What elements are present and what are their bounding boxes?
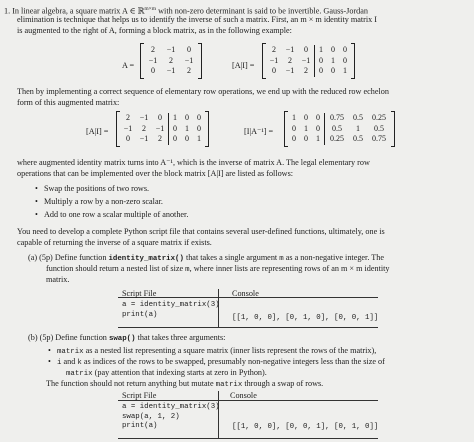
matrix-ai-bottom-left-cell-1-1: 2 [142,123,146,133]
matrix-ai-bottom-left-cell-2-2: 2 [158,134,162,144]
part-a-arg: m [279,255,284,263]
part-b-bullet-matrix [57,346,376,357]
matrix-ia-right-cell-2-2: 0.75 [372,134,386,144]
code-b-line-3: print(a) [122,422,158,431]
matrix-ia-left-cell-0-0: 1 [292,113,296,123]
task-line-1: You need to develop a complete Python script file that contains several user-defined functions, ultimately, one is [17,227,385,236]
part-b-end-text-2: through a swap of rows. [242,379,324,388]
part-b-bullet-2-text: as indices of the rows to be swapped, presumably non-negative integers less than the size of [81,357,385,366]
matrix-ai-top-right-cell-0-0: 1 [319,45,323,55]
part-b-end-line [46,379,323,390]
matrix-ai-top-right-cell-1-1: 1 [331,55,335,65]
matrix-ai-bottom-right-cell-2-1: 0 [185,134,189,144]
matrix-ia-right-cell-1-2: 0.5 [374,123,384,133]
code-table-b-script-header: Script File [122,391,157,400]
matrix-ia-right-cell-1-1: 1 [356,123,360,133]
part-b-bullet-indices [57,357,385,368]
part-a-text-3: as a non-negative integer. The [283,253,385,262]
matrix-ai-bottom-left-cell-0-2: 0 [158,113,162,123]
matrix-ai-top-right-cell-2-0: 0 [319,66,323,76]
matrix-ai-bottom-left-cell-0-0: 2 [126,113,130,123]
operation-item-multiply: • Multiply a row by a non-zero scalar. [44,197,163,207]
part-b-arg-i: i [57,359,62,367]
matrix-ai-bottom-right-cell-1-0: 0 [173,123,177,133]
augmented-ia-label: [I|A⁻¹] = [244,127,274,136]
problem-intro-line-2: elimination is technique that helps us to identify the inverse of such a matrix. First, an m × m identity matrix I [17,15,378,24]
part-b-arg-matrix: matrix [57,348,84,356]
matrix-ai-top-left-cell-0-2: 0 [304,45,308,55]
matrix-ai-top-left-cell-2-0: 0 [272,66,276,76]
matrix-ai-bottom-right-cell-1-1: 1 [185,123,189,133]
matrix-a-cell-2-1: −1 [166,66,176,76]
matrix-ia-right-cell-0-1: 0.5 [353,113,363,123]
matrix-ia-left-cell-2-2: 1 [316,134,320,144]
code-table-a-script [122,301,220,320]
code-table-b-script [122,403,220,432]
task-line-2: capable of returning the inverse of a square matrix if exists. [17,238,212,247]
part-b-bullet-indices-cont [66,368,267,379]
part-a-text-4: function should return a nested list of size [46,264,186,273]
part-a-line-3: matrix. [46,275,70,284]
matrix-a-cell-1-2: −1 [184,55,194,65]
matrix-ai-top-left-cell-1-1: 2 [288,55,292,65]
matrix-ai-bottom-left-cell-2-1: −1 [139,134,149,144]
part-a-text-1: (a) (5p) Define function [28,253,109,262]
part-b-line-1 [28,333,225,344]
part-b-text-2: that takes three arguments: [135,333,226,342]
matrix-a-cell-2-0: 0 [151,66,155,76]
matrix-ia-left-cell-1-0: 0 [292,123,296,133]
part-b-text-1: (b) (5p) Define function [28,333,109,342]
matrix-ai-top-right-cell-1-2: 0 [343,55,347,65]
part-b-arg-k: k [77,359,82,367]
matrix-ia-right-cell-2-0: 0.25 [330,134,344,144]
part-a-text-5: , where inner lists are representing rows of an m × m identity [189,264,390,273]
problem-intro-line-3: is augmented to the right of A, forming a block matrix, as in the following example: [17,26,292,35]
matrix-a-cell-2-2: 2 [187,66,191,76]
matrix-ai-top-left-cell-0-1: −1 [285,45,295,55]
matrix-ai-bottom-right-cell-0-2: 0 [197,113,201,123]
operation-item-swap: • Swap the positions of two rows. [44,184,149,194]
code-table-a-bottom-rule [118,327,378,328]
matrix-a-cell-0-1: −1 [166,45,176,55]
part-a-function-name: identity_matrix() [108,255,184,263]
matrix-ia-left-cell-1-2: 0 [316,123,320,133]
matrix-ai-top-left-cell-1-2: −1 [301,55,311,65]
intro-text-1b: with non-zero determinant is said to be invertible. Gauss-Jordan [156,6,368,16]
augmented-ai-label: [A|I] = [232,61,255,70]
matrix-a-cell-1-0: −1 [148,55,158,65]
part-a-line-2 [46,264,390,275]
matrix-ai-bottom-right-cell-0-1: 0 [185,113,189,123]
matrix-ai-top-right-cell-2-2: 1 [343,66,347,76]
matrix-ai-bottom-left-cell-1-0: −1 [123,123,133,133]
part-b-function-name: swap() [108,335,136,343]
matrix-augmented-ai-top [262,44,355,78]
matrix-a [140,44,202,78]
code-table-a-console-output: [[1, 0, 0], [0, 1, 0], [0, 0, 1]] [232,314,379,322]
part-a-size-var: m [185,266,190,274]
matrix-ai-bottom-left-cell-1-2: −1 [155,123,165,133]
middle-line-1: Then by implementing a correct sequence of elementary row operations, we end up with the reduced row echelon [17,87,389,96]
matrix-ai-top-right-cell-1-0: 0 [319,55,323,65]
matrix-a-cell-0-2: 0 [187,45,191,55]
matrix-ai-top-left-cell-2-2: 2 [304,66,308,76]
matrix-ia-left-cell-0-1: 0 [304,113,308,123]
matrix-ai-bottom-left-cell-2-0: 0 [126,134,130,144]
matrix-a-label: A = [122,61,135,70]
matrix-ia-right-cell-1-0: 0.5 [332,123,342,133]
matrix-ia-right-cell-2-1: 0.5 [353,134,363,144]
matrix-ai-bottom-right-cell-1-2: 0 [197,123,201,133]
where-line-2: operations that can be implemented over the block matrix [A|I] are listed as follows: [17,169,294,178]
part-a-text-2: that takes a single argument [183,253,280,262]
matrix-ai-top-right-cell-2-1: 0 [331,66,335,76]
intro-text-1: In linear algebra, a square matrix A ∈ ℝ [12,6,145,16]
code-table-b-bottom-rule [118,438,378,439]
matrix-ai-top-left-cell-2-1: −1 [285,66,295,76]
operation-item-add: • Add to one row a scalar multiple of another. [44,210,188,220]
where-line-1: where augmented identity matrix turns into A⁻¹, which is the inverse of matrix A. The legal elementary row [17,158,370,167]
code-table-b-console-header: Console [230,391,257,400]
matrix-a-cell-0-0: 2 [151,45,155,55]
problem-number: 1. [4,6,11,16]
matrix-ai-top-right-cell-0-2: 0 [343,45,347,55]
code-table-b-console-output: [[1, 0, 0], [0, 0, 1], [0, 1, 0]] [232,423,379,431]
matrix-ia-left-cell-2-1: 0 [304,134,308,144]
code-a-line-1: a = identity_matrix(3) [122,301,220,309]
matrix-ia-right-cell-0-0: 0.75 [330,113,344,123]
part-b-bullet-2-text-2: (pay attention that indexing starts at zero in Python). [92,368,267,377]
part-b-end-matrix: matrix [215,381,243,389]
code-table-a-script-header: Script File [122,289,157,298]
augmented-ai-label-2: [A|I] = [86,127,109,136]
matrix-ia-left-cell-2-0: 0 [292,134,296,144]
matrix-ia-left-cell-0-2: 0 [316,113,320,123]
part-a-line-1 [28,253,384,264]
matrix-ai-top-left-cell-1-0: −1 [269,55,279,65]
middle-line-2: form of this augmented matrix: [17,98,120,107]
matrix-ai-bottom-right-cell-2-0: 0 [173,134,177,144]
matrix-augmented-ia-inverse [284,112,395,146]
part-b-arg-matrix-2: matrix [66,370,93,378]
matrix-ia-right-cell-0-2: 0.25 [372,113,386,123]
part-b-end-text-1: The function should not return anything but mutate [46,379,216,388]
matrix-a-cell-1-1: 2 [169,55,173,65]
part-b-bullet-1-text: as a nested list representing a square matrix (inner lists represent the rows of the matrix), [83,346,377,355]
matrix-ai-bottom-right-cell-0-0: 1 [173,113,177,123]
code-b-line-2: swap(a, 1, 2) [122,412,180,421]
matrix-ai-top-right-cell-0-1: 0 [331,45,335,55]
code-b-line-1: a = identity_matrix(3) [122,403,220,411]
matrix-ai-bottom-right-cell-2-2: 1 [197,134,201,144]
code-a-line-2: print(a) [122,310,158,319]
intro-superscript: m×m [144,6,157,12]
matrix-ia-left-cell-1-1: 1 [304,123,308,133]
matrix-ai-bottom-left-cell-0-1: −1 [139,113,149,123]
matrix-augmented-ai-bottom [116,112,209,146]
code-table-a-console-header: Console [232,289,259,298]
matrix-ai-top-left-cell-0-0: 2 [272,45,276,55]
part-b-and: and [61,357,78,366]
